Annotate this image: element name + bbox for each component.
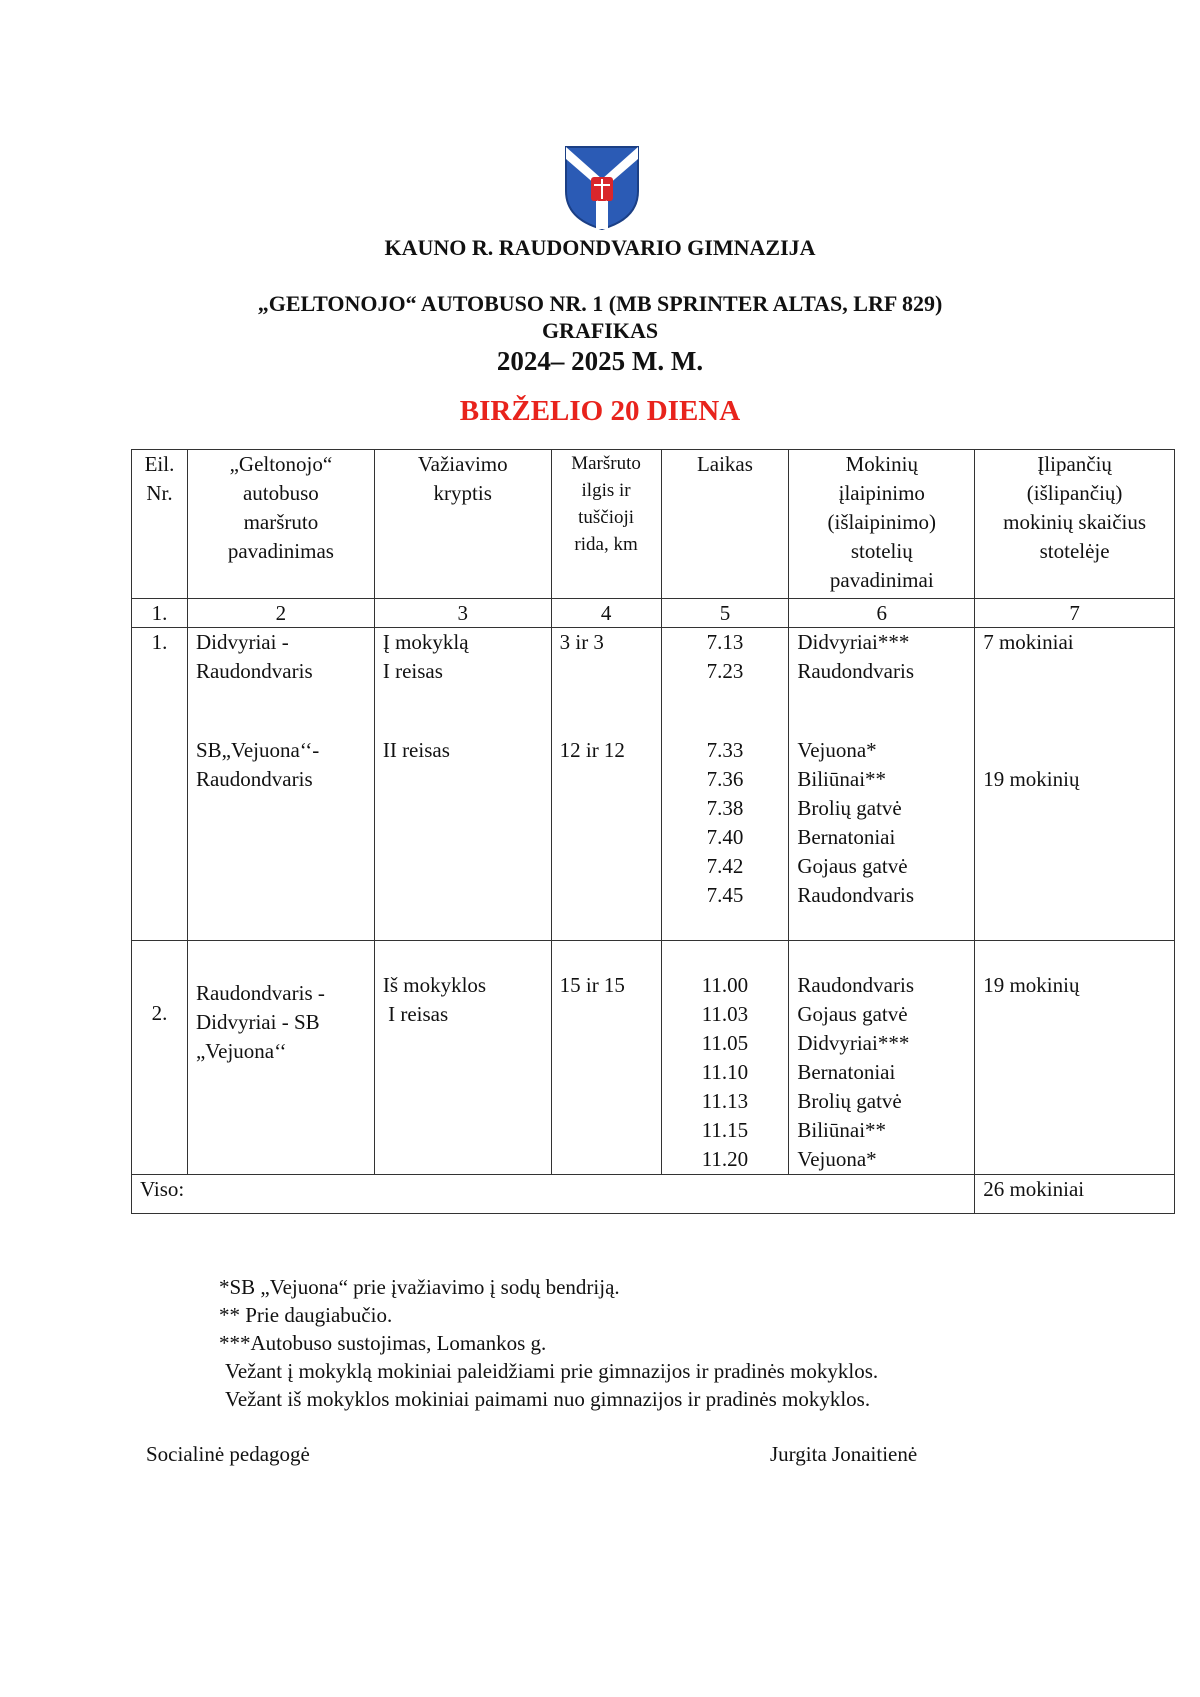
row-number: 2. xyxy=(132,940,188,1174)
table-row-spacer xyxy=(132,910,1175,940)
total-label: Viso: xyxy=(132,1174,975,1213)
row-number: 1. xyxy=(132,628,188,941)
times: 11.00 11.03 11.05 11.10 11.13 11.15 11.20 xyxy=(661,940,789,1174)
total-row xyxy=(132,1174,1175,1213)
header-cell: Įlipančių (išlipančių) mokinių skaičius stotelėje xyxy=(975,450,1175,599)
route-name: Raudondvaris - Didvyriai - SB „Vejuona‘‘ xyxy=(187,940,374,1174)
header-cell: Mokinių įlaipinimo (išlaipinimo) stotelių pavadinimai xyxy=(789,450,975,599)
school-name: KAUNO R. RAUDONDVARIO GIMNAZIJA xyxy=(384,235,816,260)
column-number-row xyxy=(132,599,1175,628)
table-row xyxy=(132,940,1175,1174)
footnote: Vežant iš mokyklos mokiniai paimami nuo gimnazijos ir pradinės mokyklos. xyxy=(225,1387,871,1411)
column-number: 5 xyxy=(661,599,789,628)
footnote: Vežant į mokyklą mokiniai paleidžiami prie gimnazijos ir pradinės mokyklos. xyxy=(225,1359,879,1383)
column-number: 7 xyxy=(975,599,1175,628)
header-cell: Maršruto ilgis ir tuščioji rida, km xyxy=(551,450,661,599)
header-cell: Važiavimo kryptis xyxy=(374,450,551,599)
footnote: ** Prie daugiabučio. xyxy=(219,1303,393,1327)
signature-role: Socialinė pedagogė xyxy=(146,1442,310,1466)
bus-title: „GELTONOJO“ AUTOBUSO NR. 1 (MB SPRINTER ALTAS, LRF 829) xyxy=(257,291,943,316)
column-number: 6 xyxy=(789,599,975,628)
direction: Iš mokyklos I reisas xyxy=(374,940,551,1174)
student-count: 7 mokiniai 19 mokinių xyxy=(975,628,1175,911)
signature-name: Jurgita Jonaitienė xyxy=(770,1442,918,1466)
route-length: 3 ir 3 12 ir 12 xyxy=(551,628,661,911)
total-value: 26 mokiniai xyxy=(975,1174,1175,1213)
stops: Didvyriai*** Raudondvaris Vejuona* Biliūnai** Brolių gatvė Bernatoniai Gojaus gatvė Raudondvaris xyxy=(789,628,975,911)
schedule-table xyxy=(131,449,1175,1214)
table-row xyxy=(132,628,1175,911)
schedule-date: BIRŽELIO 20 DIENA xyxy=(459,395,741,427)
school-year: 2024– 2025 M. M. xyxy=(496,346,704,376)
header-cell: Laikas xyxy=(661,450,789,599)
route-length: 15 ir 15 xyxy=(551,940,661,1174)
direction: Į mokyklą I reisas II reisas xyxy=(374,628,551,911)
table-header-row xyxy=(132,450,1175,599)
schedule-title: GRAFIKAS xyxy=(541,318,659,343)
stops: Raudondvaris Gojaus gatvė Didvyriai*** Bernatoniai Brolių gatvė Biliūnai** Vejuona* xyxy=(789,940,975,1174)
column-number: 1. xyxy=(132,599,188,628)
header-cell: „Geltonojo“ autobuso maršruto pavadinimas xyxy=(187,450,374,599)
footnote: *SB „Vejuona“ prie įvažiavimo į sodų bendriją. xyxy=(219,1275,620,1299)
footnote: ***Autobuso sustojimas, Lomankos g. xyxy=(219,1331,547,1355)
times: 7.13 7.23 7.33 7.36 7.38 7.40 7.42 7.45 xyxy=(661,628,789,911)
column-number: 4 xyxy=(551,599,661,628)
student-count: 19 mokinių xyxy=(975,940,1175,1174)
route-name: Didvyriai - Raudondvaris SB„Vejuona‘‘- Raudondvaris xyxy=(187,628,374,911)
coat-of-arms-icon xyxy=(564,145,640,231)
footnotes xyxy=(219,1273,878,1413)
column-number: 2 xyxy=(187,599,374,628)
column-number: 3 xyxy=(374,599,551,628)
header-cell: Eil. Nr. xyxy=(132,450,188,599)
